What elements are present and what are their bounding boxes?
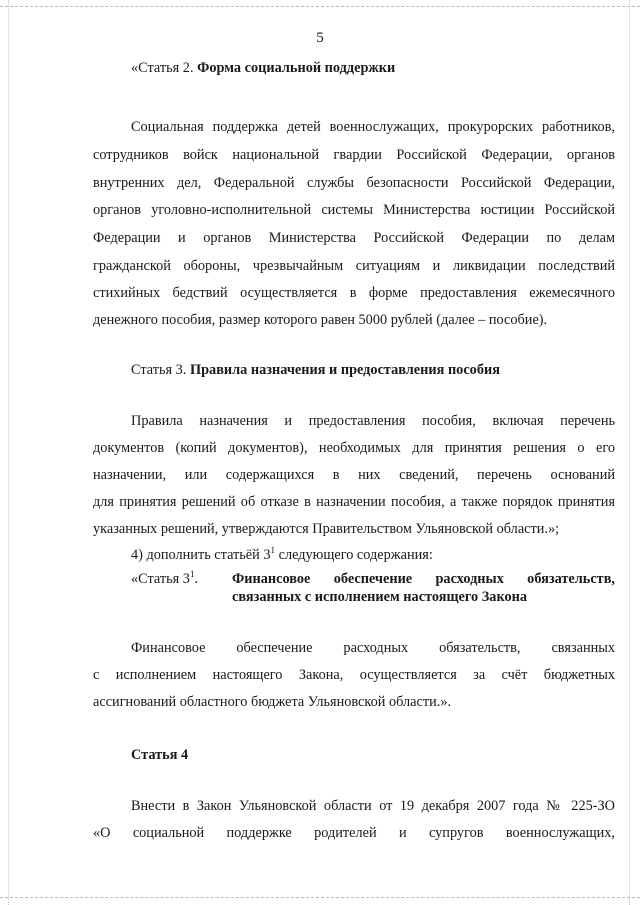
paragraph-line: гражданской обороны, чрезвычайным ситуациям и ликвидации последствий [93,258,615,274]
article3-1-label: «Статья $3^1$. [131,569,199,587]
paragraph-line: Социальная поддержка детей военнослужащих, прокурорских работников, [131,119,615,135]
paragraph-line: Внести в Закон Ульяновской области от 19 декабря 2007 года № 225-ЗО [131,798,615,814]
paragraph-line: ассигнований областного бюджета Ульяновской области.». [93,694,452,710]
amendment-superscript: 1 [270,545,276,555]
page-edge-right [629,0,630,905]
paragraph-line: назначении, или содержащихся в них сведений, перечень оснований [93,467,615,483]
article2-title: Форма социальной поддержки [197,60,396,76]
paragraph-line: с исполнением настоящего Закона, осуществляется за счёт бюджетных [93,667,615,683]
page-edge-left [8,0,9,905]
amendment-text-pre: 4) дополнить статьёй 3 [131,547,271,563]
amendment-line [131,545,640,565]
page-edge-bottom [0,897,640,898]
article3-1-superscript: 1 [189,569,195,579]
article2-heading [131,58,640,78]
article3-label: Статья 3. [131,362,190,378]
paragraph-line: «О социальной поддержке родителей и супругов военнослужащих, [93,825,615,841]
paragraph-line: Финансовое обеспечение расходных обязательств, связанных [131,640,615,656]
article2-label: «Статья 2. [131,60,198,76]
article3-heading [131,360,640,380]
article3-1-title-line1: Финансовое обеспечение расходных обязательств, [232,571,615,587]
article4-heading: Статья 4 [131,747,189,763]
article3-title: Правила назначения и предоставления пособия [189,362,500,378]
paragraph-line: документов (копий документов), необходимых для принятия решения о его [93,440,615,456]
paragraph-line: указанных решений, утверждаются Правительством Ульяновской области.»; [93,521,560,537]
paragraph-line: внутренних дел, Федеральной службы безопасности Российской Федерации, [93,175,615,191]
paragraph-line: стихийных бедствий осуществляется в форме предоставления ежемесячного [93,285,615,301]
paragraph-line: органов уголовно-исполнительной системы Министерства юстиции Российской [93,202,615,218]
amendment-text-post: следующего содержания: [275,547,433,563]
paragraph-line: денежного пособия, размер которого равен 5000 рублей (далее – пособие). [93,312,548,328]
article3-1-title-line2: связанных с исполнением настоящего Закона [232,589,528,605]
page-edge-top [0,6,640,7]
page-number: 5 [316,30,324,46]
paragraph-line: для принятия решений об отказе в назначении пособия, а также порядок принятия [93,494,615,510]
paragraph-line: сотрудников войск национальной гвардии Российской Федерации, органов [93,147,615,163]
paragraph-line: Правила назначения и предоставления пособия, включая перечень [131,413,615,429]
paragraph-line: Федерации и органов Министерства Российской Федерации по делам [93,230,615,246]
